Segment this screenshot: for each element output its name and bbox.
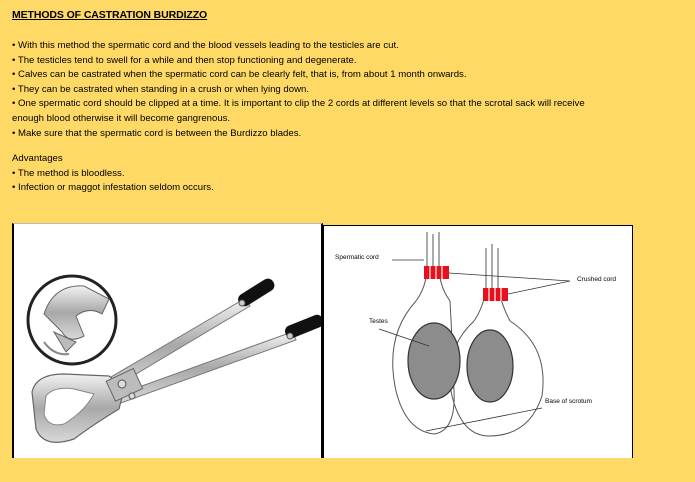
advantage-item: • Infection or maggot infestation seldom occurs. — [12, 182, 214, 194]
bullet-item-continuation: enough blood otherwise it will become gangrenous. — [12, 112, 231, 124]
left-testis — [408, 323, 460, 399]
bullet-item: • They can be castrated when standing in a crush or when lying down. — [12, 83, 310, 95]
page-title: METHODS OF CASTRATION BURDIZZO — [12, 9, 208, 21]
burdizzo-tool-image — [12, 223, 323, 458]
bullet-item: • Make sure that the spermatic cord is between the Burdizzo blades. — [12, 127, 302, 139]
left-clamp-mark — [424, 266, 449, 279]
label-spermatic-cord: Spermatic cord — [335, 254, 379, 261]
right-clamp-mark — [483, 288, 508, 301]
advantages-section — [12, 152, 214, 196]
bullet-item: • With this method the spermatic cord and the blood vessels leading to the testicles are cut. — [12, 40, 399, 51]
advantages-heading: Advantages — [12, 153, 63, 164]
advantage-item: • The method is bloodless. — [12, 167, 125, 179]
jaw-closeup-inset — [28, 276, 116, 364]
bullet-item: • Calves can be castrated when the spermatic cord can be clearly felt, that is, from about 1 month onwards. — [12, 69, 467, 81]
method-bullets — [12, 39, 687, 141]
bullet-item: • The testicles tend to swell for a while and then stop functioning and degenerate. — [12, 54, 357, 66]
label-crushed-cord: Crushed cord — [577, 276, 617, 283]
scrotum-diagram — [323, 225, 633, 458]
label-testes: Testes — [369, 318, 388, 325]
right-testis — [467, 330, 513, 402]
bullet-item: • One spermatic cord should be clipped at a time. It is important to clip the 2 cords at different levels so that the scrotal sack will receive — [12, 98, 585, 110]
label-base-of-scrotum: Base of scrotum — [545, 398, 592, 405]
burdizzo-illustration — [14, 224, 321, 458]
tool-jaws — [32, 369, 143, 443]
